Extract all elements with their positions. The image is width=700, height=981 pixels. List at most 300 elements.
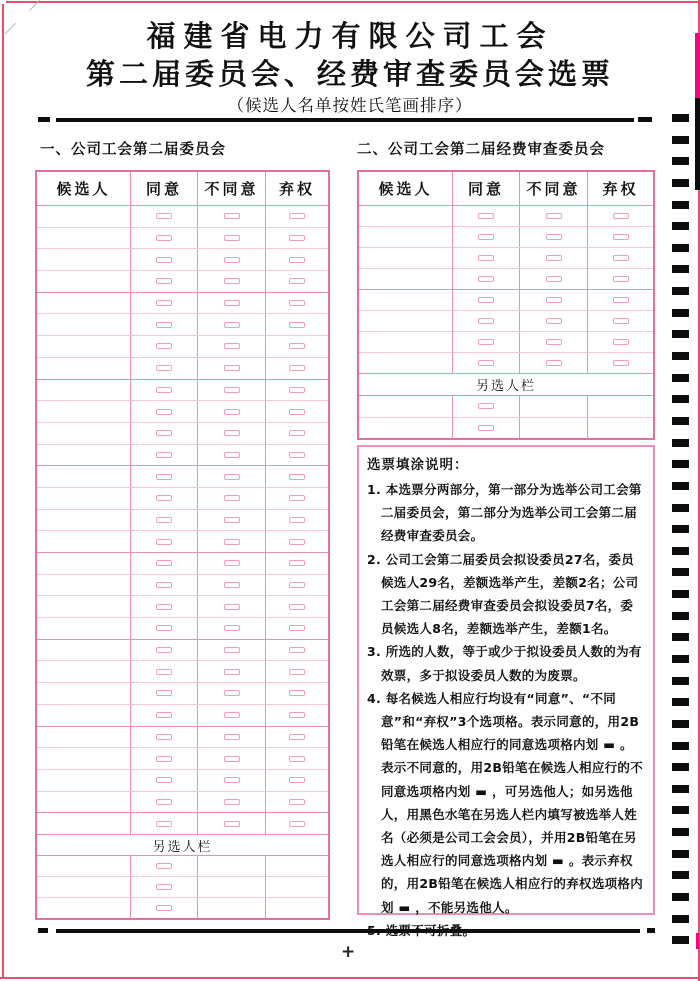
vote-cell[interactable] [197,466,265,487]
abstain-bubble[interactable] [289,669,305,675]
disagree-bubble[interactable] [224,799,240,805]
vote-cell[interactable] [197,683,265,704]
vote-cell[interactable] [130,553,197,574]
vote-cell[interactable] [587,332,653,352]
candidate-row [37,400,328,422]
candidate-name-cell [37,813,130,834]
disagree-bubble[interactable] [224,495,240,501]
agree-bubble[interactable] [156,517,172,523]
agree-bubble[interactable] [156,647,172,653]
vote-cell[interactable] [452,269,519,289]
vote-cell[interactable] [130,856,197,876]
agree-bubble[interactable] [478,403,494,409]
timing-mark [672,374,689,382]
instruction-item [367,687,645,919]
agree-bubble[interactable] [478,318,494,324]
agree-bubble[interactable] [156,387,172,393]
agree-bubble[interactable] [478,276,494,282]
disagree-bubble[interactable] [224,625,240,631]
vote-cell[interactable] [130,661,197,682]
vote-cell[interactable] [265,618,328,639]
vote-cell[interactable] [452,353,519,373]
agree-bubble[interactable] [478,425,494,431]
disagree-bubble[interactable] [224,343,240,349]
timing-mark [672,893,689,901]
agree-bubble[interactable] [478,213,494,219]
abstain-bubble[interactable] [289,300,305,306]
disagree-bubble[interactable] [224,517,240,523]
agree-bubble[interactable] [156,365,172,371]
vote-cell[interactable] [587,206,653,226]
agree-bubble[interactable] [156,452,172,458]
abstain-bubble[interactable] [613,213,629,219]
abstain-bubble[interactable] [613,297,629,303]
vote-cell[interactable] [587,353,653,373]
vote-cell[interactable] [130,228,197,249]
agree-bubble[interactable] [156,213,172,219]
abstain-bubble[interactable] [289,235,305,241]
disagree-bubble[interactable] [546,360,562,366]
abstain-bubble[interactable] [289,799,305,805]
agree-bubble[interactable] [156,300,172,306]
audit-committee-ballot-table [357,170,655,440]
timing-mark [672,568,689,576]
candidate-name-cell [37,249,130,270]
vote-cell[interactable] [197,510,265,531]
vote-cell[interactable] [587,269,653,289]
abstain-bubble[interactable] [289,517,305,523]
abstain-bubble[interactable] [289,278,305,284]
abstain-bubble[interactable] [613,234,629,240]
agree-bubble[interactable] [156,863,172,869]
disagree-bubble[interactable] [224,430,240,436]
vote-cell[interactable] [197,423,265,444]
abstain-bubble[interactable] [289,474,305,480]
abstain-bubble[interactable] [289,560,305,566]
vote-cell[interactable] [197,488,265,509]
timing-mark [672,698,689,706]
candidate-name-cell [37,228,130,249]
vote-cell[interactable] [265,249,328,270]
vote-cell[interactable] [130,596,197,617]
timing-mark [672,871,689,879]
abstain-bubble[interactable] [613,360,629,366]
empty-cell [519,418,587,439]
vote-cell[interactable] [265,553,328,574]
vote-cell[interactable] [265,683,328,704]
vote-cell[interactable] [130,575,197,596]
vote-cell[interactable] [265,401,328,422]
candidate-name-cell [359,353,452,373]
vote-cell[interactable] [197,813,265,834]
disagree-bubble[interactable] [546,255,562,261]
abstain-bubble[interactable] [613,339,629,345]
vote-cell[interactable] [197,228,265,249]
abstain-bubble[interactable] [289,647,305,653]
vote-cell[interactable] [130,898,197,918]
disagree-bubble[interactable] [224,539,240,545]
page-title-line2: 第二届委员会、经费审查委员会选票 [85,57,614,91]
vote-cell[interactable] [265,445,328,466]
agree-bubble[interactable] [156,560,172,566]
vote-cell[interactable] [197,640,265,661]
agree-bubble[interactable] [478,297,494,303]
vote-cell[interactable] [130,380,197,401]
agree-bubble[interactable] [156,734,172,740]
vote-cell[interactable] [130,358,197,379]
vote-cell[interactable] [130,705,197,726]
abstain-bubble[interactable] [289,452,305,458]
empty-cell [197,877,265,897]
vote-cell[interactable] [130,510,197,531]
instruction-item [367,478,645,548]
disagree-bubble[interactable] [224,647,240,653]
candidate-name-cell [359,206,452,226]
disagree-bubble[interactable] [546,213,562,219]
abstain-bubble[interactable] [289,409,305,415]
candidate-name-cell [37,596,130,617]
vote-cell[interactable] [130,445,197,466]
candidate-name-cell [37,336,130,357]
agree-bubble[interactable] [156,343,172,349]
abstain-bubble[interactable] [289,604,305,610]
vote-cell[interactable] [265,792,328,813]
candidate-name-cell [37,401,130,422]
vote-cell[interactable] [130,683,197,704]
vote-cell[interactable] [265,206,328,227]
abstain-bubble[interactable] [613,318,629,324]
disagree-bubble[interactable] [224,777,240,783]
write-in-name-cell[interactable] [359,418,452,439]
candidate-name-cell [37,683,130,704]
vote-cell[interactable] [452,396,519,417]
vote-cell[interactable] [197,618,265,639]
disagree-bubble[interactable] [224,235,240,241]
disagree-bubble[interactable] [224,669,240,675]
write-in-section-row [359,373,653,395]
empty-cell [265,856,328,876]
vote-cell[interactable] [587,227,653,247]
disagree-bubble[interactable] [224,756,240,762]
vote-cell[interactable] [519,290,587,310]
agree-bubble[interactable] [156,539,172,545]
candidate-row [37,617,328,639]
timing-mark [672,742,689,750]
vote-cell[interactable] [265,466,328,487]
column-header [452,172,519,205]
vote-cell[interactable] [197,293,265,314]
candidate-row [359,331,653,352]
agree-bubble[interactable] [156,905,172,911]
vote-cell[interactable] [452,290,519,310]
vote-cell[interactable] [519,227,587,247]
vote-cell[interactable] [587,290,653,310]
abstain-bubble[interactable] [289,734,305,740]
vote-cell[interactable] [130,206,197,227]
vote-cell[interactable] [265,228,328,249]
vote-cell[interactable] [265,423,328,444]
vote-cell[interactable] [130,531,197,552]
vote-cell[interactable] [265,510,328,531]
candidate-row [37,509,328,531]
timing-mark [672,395,689,403]
vote-cell[interactable] [130,770,197,791]
vote-cell[interactable] [197,792,265,813]
disagree-bubble[interactable] [224,278,240,284]
candidate-row [37,357,328,379]
timing-mark [672,677,689,685]
vote-cell[interactable] [265,380,328,401]
write-in-row [37,876,328,897]
disagree-bubble[interactable] [224,365,240,371]
timing-mark [672,201,689,209]
vote-cell[interactable] [265,575,328,596]
agree-bubble[interactable] [156,409,172,415]
vote-cell[interactable] [197,380,265,401]
vote-cell[interactable] [130,748,197,769]
vote-cell[interactable] [519,353,587,373]
vote-cell[interactable] [265,336,328,357]
vote-cell[interactable] [130,877,197,897]
candidate-row [37,487,328,509]
vote-cell[interactable] [265,596,328,617]
candidate-name-cell [37,640,130,661]
vote-cell[interactable] [197,336,265,357]
agree-bubble[interactable] [156,625,172,631]
candidate-name-cell [37,705,130,726]
timing-mark [672,330,689,338]
candidate-name-cell [359,332,452,352]
vote-cell[interactable] [197,748,265,769]
vote-cell[interactable] [130,293,197,314]
column-header [130,172,197,205]
disagree-bubble[interactable] [546,339,562,345]
agree-bubble[interactable] [156,821,172,827]
timing-mark [672,720,689,728]
agree-bubble[interactable] [156,495,172,501]
header-rule-right-dash [638,117,652,122]
vote-cell[interactable] [265,358,328,379]
abstain-bubble[interactable] [289,712,305,718]
disagree-bubble[interactable] [224,322,240,328]
vote-cell[interactable] [197,445,265,466]
disagree-bubble[interactable] [224,821,240,827]
vote-cell[interactable] [130,271,197,292]
vote-cell[interactable] [197,358,265,379]
candidate-name-cell [37,271,130,292]
agree-bubble[interactable] [156,690,172,696]
vote-cell[interactable] [452,248,519,268]
write-in-name-cell[interactable] [37,898,130,918]
vote-cell[interactable] [197,271,265,292]
disagree-bubble[interactable] [224,690,240,696]
abstain-bubble[interactable] [289,387,305,393]
committee-ballot-table [35,170,330,920]
vote-cell[interactable] [130,401,197,422]
vote-cell[interactable] [130,466,197,487]
vote-cell[interactable] [265,314,328,335]
vote-cell[interactable] [265,705,328,726]
abstain-bubble[interactable] [289,756,305,762]
write-in-name-cell[interactable] [37,877,130,897]
agree-bubble[interactable] [156,799,172,805]
abstain-bubble[interactable] [613,255,629,261]
abstain-bubble[interactable] [289,365,305,371]
disagree-bubble[interactable] [224,582,240,588]
vote-cell[interactable] [197,314,265,335]
section1-heading: 一、公司工会第二届委员会 [40,142,226,158]
vote-cell[interactable] [265,640,328,661]
vote-cell[interactable] [130,727,197,748]
agree-bubble[interactable] [478,255,494,261]
vote-cell[interactable] [197,661,265,682]
write-in-row [359,395,653,417]
vote-cell[interactable] [452,418,519,439]
agree-bubble[interactable] [478,234,494,240]
instruction-text: 公司工会第二届委员会拟设委员27名，委员候选人29名，差额选举产生，差额2名；公司工会第二届经费审查委员会拟设委员7名，委员候选人8名，差额选举产生，差额1名。 [381,551,639,637]
timing-mark [672,828,689,836]
agree-bubble[interactable] [156,257,172,263]
vote-cell[interactable] [197,249,265,270]
timing-mark [672,222,689,230]
vote-cell[interactable] [519,206,587,226]
vote-cell[interactable] [130,488,197,509]
vote-cell[interactable] [265,770,328,791]
timing-mark [672,763,689,771]
vote-cell[interactable] [265,488,328,509]
vote-cell[interactable] [265,748,328,769]
agree-bubble[interactable] [156,235,172,241]
abstain-bubble[interactable] [613,276,629,282]
abstain-bubble[interactable] [289,322,305,328]
abstain-bubble[interactable] [289,777,305,783]
candidate-row [37,726,328,748]
agree-bubble[interactable] [478,339,494,345]
instructions-title: 选票填涂说明： [367,457,469,473]
agree-bubble[interactable] [156,884,172,890]
disagree-bubble[interactable] [224,712,240,718]
vote-cell[interactable] [197,401,265,422]
abstain-bubble[interactable] [289,690,305,696]
disagree-bubble[interactable] [224,474,240,480]
disagree-bubble[interactable] [546,318,562,324]
abstain-bubble[interactable] [289,495,305,501]
agree-bubble[interactable] [478,360,494,366]
vote-cell[interactable] [197,206,265,227]
abstain-bubble[interactable] [289,821,305,827]
candidate-name-cell [37,553,130,574]
abstain-bubble[interactable] [289,582,305,588]
agree-bubble[interactable] [156,756,172,762]
vote-cell[interactable] [130,249,197,270]
vote-cell[interactable] [130,423,197,444]
column-header [197,172,265,205]
vote-cell[interactable] [197,531,265,552]
abstain-bubble[interactable] [289,213,305,219]
disagree-bubble[interactable] [546,234,562,240]
disagree-bubble[interactable] [224,560,240,566]
timing-mark [672,806,689,814]
abstain-bubble[interactable] [289,257,305,263]
disagree-bubble[interactable] [224,604,240,610]
agree-bubble[interactable] [156,582,172,588]
candidate-name-cell [359,227,452,247]
vote-cell[interactable] [587,248,653,268]
instructions-box [357,445,655,915]
agree-bubble[interactable] [156,669,172,675]
abstain-bubble[interactable] [289,539,305,545]
candidate-name-cell [37,488,130,509]
vote-cell[interactable] [587,311,653,331]
disagree-bubble[interactable] [224,734,240,740]
abstain-bubble[interactable] [289,343,305,349]
agree-bubble[interactable] [156,604,172,610]
instructions-list [367,478,645,942]
disagree-bubble[interactable] [224,452,240,458]
vote-cell[interactable] [452,311,519,331]
vote-cell[interactable] [130,813,197,834]
candidate-row [359,310,653,331]
agree-bubble[interactable] [156,474,172,480]
section2-heading: 二、公司工会第二届经费审查委员会 [357,142,605,158]
vote-cell[interactable] [519,311,587,331]
write-in-row [37,897,328,918]
vote-cell[interactable] [130,314,197,335]
vote-cell[interactable] [452,206,519,226]
disagree-bubble[interactable] [546,297,562,303]
write-in-name-cell[interactable] [37,856,130,876]
disagree-bubble[interactable] [224,387,240,393]
vote-cell[interactable] [519,248,587,268]
vote-cell[interactable] [265,661,328,682]
disagree-bubble[interactable] [546,276,562,282]
abstain-bubble[interactable] [289,430,305,436]
write-in-name-cell[interactable] [359,396,452,417]
timing-mark [672,612,689,620]
agree-bubble[interactable] [156,278,172,284]
vote-cell[interactable] [130,618,197,639]
abstain-bubble[interactable] [289,625,305,631]
vote-cell[interactable] [197,727,265,748]
instruction-text: 每名候选人相应行均设有“同意”、“不同意”和“弃权”3个选项格。表示同意的，用2B铅笔在候选人相应行的同意选项格内划 ▬ 。表示不同意的，用2B铅笔在候选人相应行的不同意选项格内划 ▬ ，可另选他人；如另选他人，用黑色水笔在另选人栏内填写被选举人姓名（必须是公司工会会员），并用2B铅笔在另选人相应行的同意选项格内划 ▬ 。表示弃权的，用2B铅笔在候选人相应行的弃权选项格内划 ▬ ，不能另选他人。 [381,690,644,915]
vote-cell[interactable] [519,269,587,289]
vote-cell[interactable] [197,596,265,617]
vote-cell[interactable] [265,271,328,292]
disagree-bubble[interactable] [224,257,240,263]
disagree-bubble[interactable] [224,213,240,219]
vote-cell[interactable] [197,705,265,726]
agree-bubble[interactable] [156,430,172,436]
vote-cell[interactable] [130,792,197,813]
vote-cell[interactable] [130,336,197,357]
vote-cell[interactable] [452,332,519,352]
disagree-bubble[interactable] [224,300,240,306]
vote-cell[interactable] [265,293,328,314]
agree-bubble[interactable] [156,712,172,718]
vote-cell[interactable] [197,575,265,596]
agree-bubble[interactable] [156,777,172,783]
vote-cell[interactable] [197,553,265,574]
vote-cell[interactable] [265,813,328,834]
vote-cell[interactable] [519,332,587,352]
agree-bubble[interactable] [156,322,172,328]
vote-cell[interactable] [265,727,328,748]
vote-cell[interactable] [197,770,265,791]
vote-cell[interactable] [265,531,328,552]
disagree-bubble[interactable] [224,409,240,415]
vote-cell[interactable] [130,640,197,661]
vote-cell[interactable] [452,227,519,247]
